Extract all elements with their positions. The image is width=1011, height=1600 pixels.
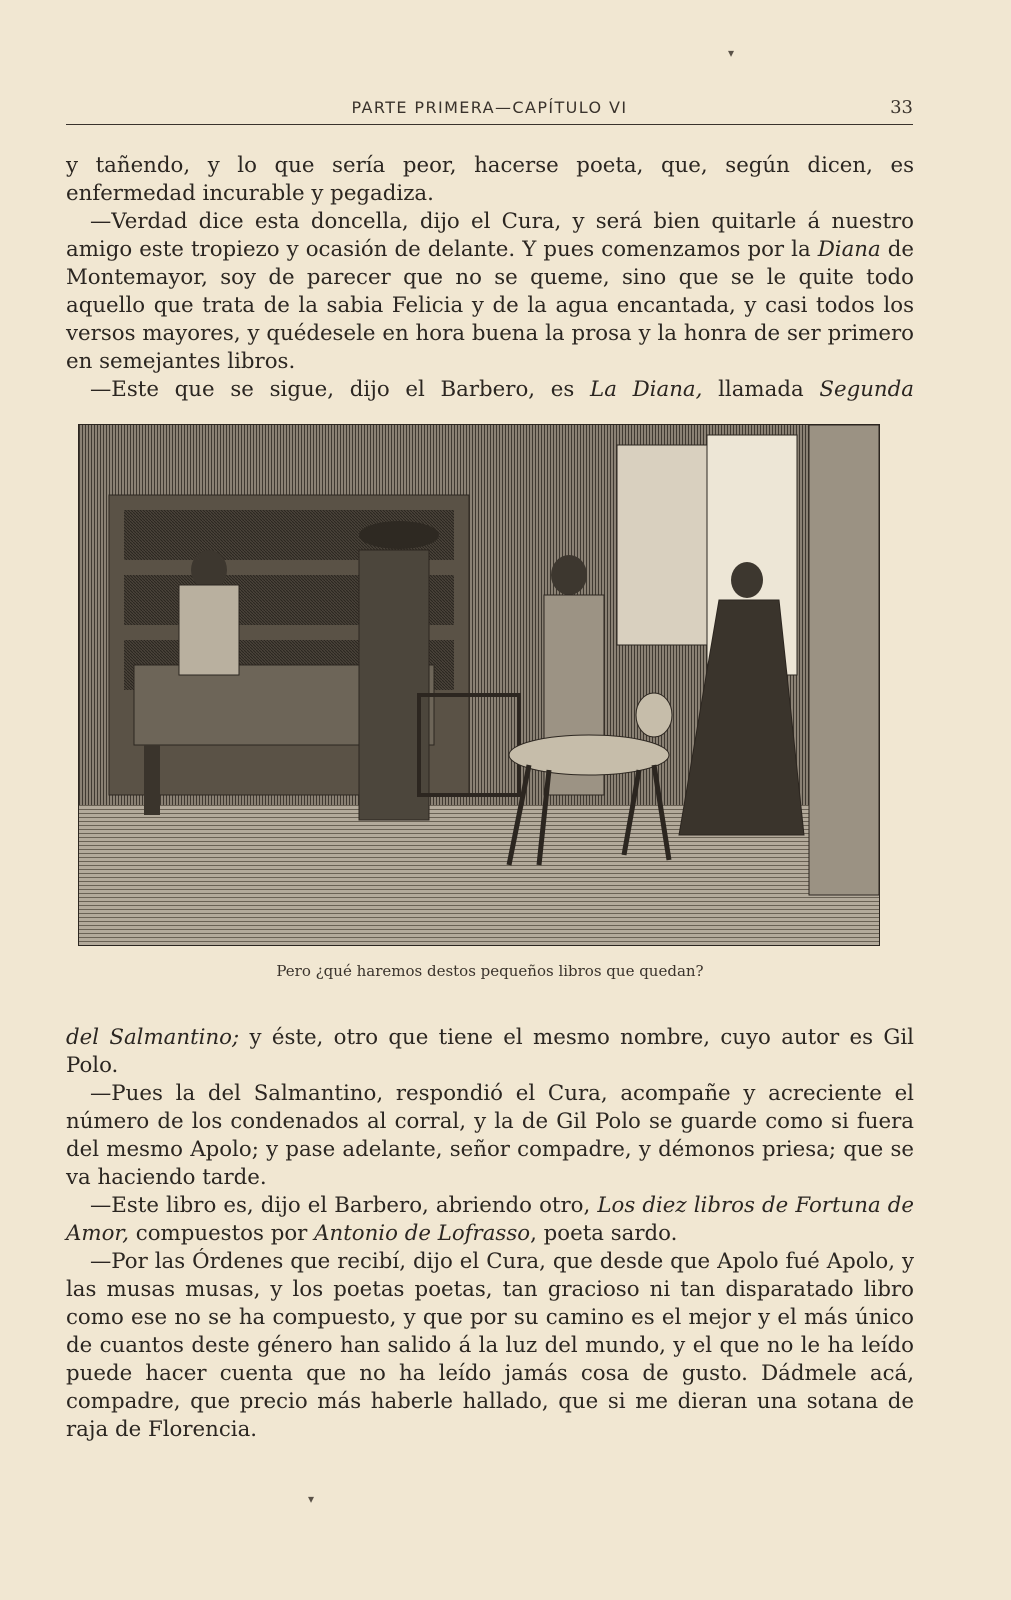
engraving-illustration [78, 424, 880, 946]
paragraph: —Por las Órdenes que recibí, dijo el Cura, que desde que Apolo fué Apolo, y las musas musas, y los poetas poetas, tan gracioso ni tan disparatado libro como ese no se ha compuesto, y que por su camino es el mejor y el más único de cuantos deste género han salido á la luz del mundo, y el que no le ha leído puede hacer cuenta que no ha leído jamás cosa de gusto. Dádmele acá, compadre, que precio más haberle hallado, que si me dieran una sotana de raja de Florencia. [66, 1249, 914, 1442]
paragraph: —Verdad dice esta doncella, dijo el Cura, y será bien quitarle á nuestro amigo este tropiezo y ocasión de delante. Y pues comenzamos por la Diana de Montemayor, soy de parecer que no se queme, sino que se le quite todo aquello que trata de la sabia Felicia y de la agua encantada, y casi todos los versos mayores, y quédesele en hora buena la prosa y la honra de ser primero en semejantes libros. [66, 209, 914, 374]
page-number: 33 [890, 97, 913, 118]
paragraph: —Pues la del Salmantino, respondió el Cura, acompañe y acreciente el número de los condenados al corral, y la de Gil Polo se guarde como si fuera del mesmo Apolo; y pase adelante, señor compadre, y démonos priesa; que se va haciendo tarde. [66, 1081, 914, 1190]
paragraph: —Este que se sigue, dijo el Barbero, es La Diana, llamada Segunda [90, 377, 914, 402]
paragraph: —Este libro es, dijo el Barbero, abriendo otro, Los diez libros de Fortuna de Amor, compuestos por Antonio de Lofrasso, poeta sardo. [66, 1193, 914, 1246]
printer-mark: ▾ [308, 1492, 315, 1506]
paragraph: del Salmantino; y éste, otro que tiene el mesmo nombre, cuyo autor es Gil Polo. [66, 1025, 914, 1078]
paragraph: y tañendo, y lo que sería peor, hacerse poeta, que, según dicen, es enfermedad incurable y pegadiza. [66, 153, 914, 206]
top-text-block [66, 152, 914, 404]
printer-mark: ▾ [728, 46, 735, 60]
running-header [66, 96, 913, 125]
chapter-title: PARTE PRIMERA—CAPÍTULO VI [351, 98, 628, 117]
bottom-text-block [66, 1024, 914, 1444]
figure-caption: Pero ¿qué haremos destos pequeños libros que quedan? [276, 962, 704, 980]
